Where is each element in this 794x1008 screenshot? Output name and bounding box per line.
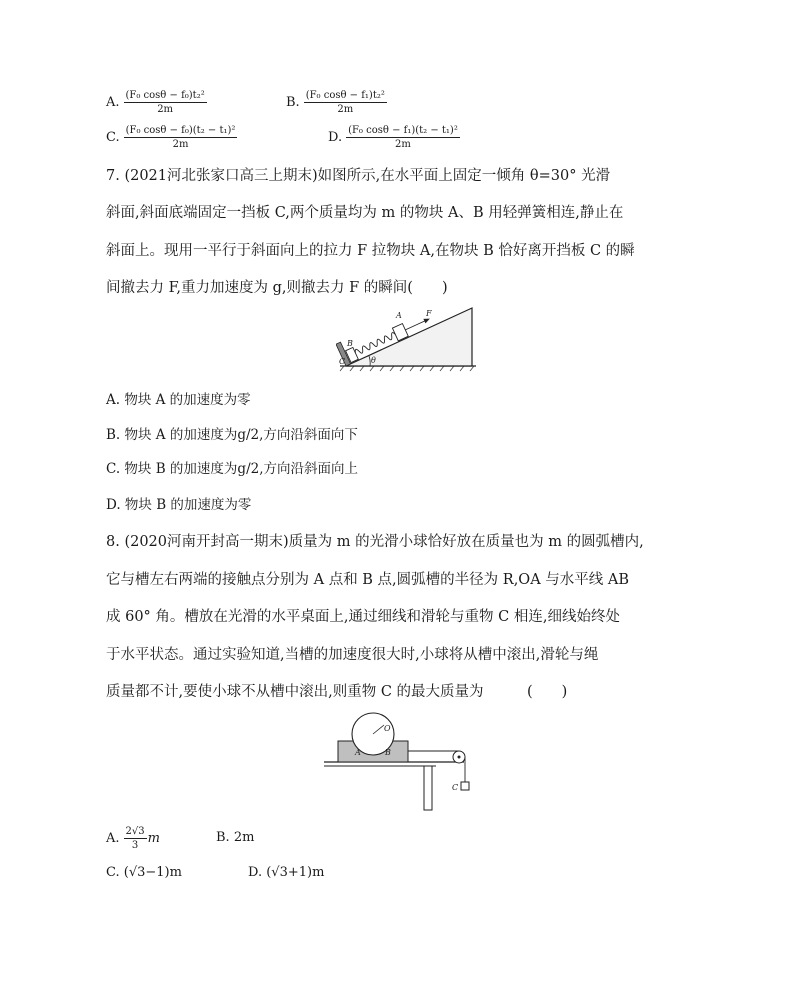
q7-option-a: A. 物块 A 的加速度为零 xyxy=(106,392,251,408)
fraction: $\frac{\text{(F₀ cosθ − f₁)(t₂ − t₁)²}}{2m}$ xyxy=(348,125,458,150)
q8-line-5: 质量都不计,要使小球不从槽中滚出,则重物 C 的最大质量为 ( ) xyxy=(106,684,568,700)
option-c-prev: C. $\frac{\text{(F₀ cosθ − f₀)(t₂ − t₁)²}}{2m}$ xyxy=(106,125,236,150)
incline-slope xyxy=(346,308,472,366)
q7-option-b: B. 物块 A 的加速度为g/2,方向沿斜面向下 xyxy=(106,427,358,443)
q8-option-c: C. (√3−1)m xyxy=(106,865,182,880)
ground-hatch xyxy=(340,366,474,371)
q7-line-4: 间撤去力 F,重力加速度为 g,则撤去力 F 的瞬间( ) xyxy=(106,280,448,296)
q8-option-b: B. 2m xyxy=(216,830,255,845)
weight-c xyxy=(461,782,469,790)
option-a-prev: A. $\frac{\text{(F₀ cosθ − f₀)t₂²}}{2m}$ xyxy=(106,90,205,115)
fraction: $\frac{\text{(F₀ cosθ − f₀)(t₂ − t₁)²}}{2m}$ xyxy=(125,125,236,150)
q8-line-4: 于水平状态。通过实验知道,当槽的加速度很大时,小球将从槽中滚出,滑轮与绳 xyxy=(106,647,599,663)
table-leg xyxy=(424,766,432,810)
q7-option-d: D. 物块 B 的加速度为零 xyxy=(106,497,252,513)
label-a: A xyxy=(355,748,361,757)
theta-label: θ xyxy=(371,356,376,365)
fraction: $\frac{2√3}{3}$ xyxy=(125,826,145,851)
incline-figure xyxy=(336,304,480,374)
q7-line-3: 斜面上。现用一平行于斜面向上的拉力 F 拉物块 A,在物块 B 恰好离开挡板 C 的瞬 xyxy=(106,243,635,259)
q8-line-2: 它与槽左右两端的接触点分别为 A 点和 B 点,圆弧槽的半径为 R,OA 与水平线 AB xyxy=(106,572,630,588)
fraction: $\frac{\text{(F₀ cosθ − f₁)t₂²}}{2m}$ xyxy=(305,90,385,115)
q7-line-2: 斜面,斜面底端固定一挡板 C,两个质量均为 m 的物块 A、B 用轻弹簧相连,静止在 xyxy=(106,205,624,221)
force-arrow xyxy=(405,321,424,330)
label-c: C xyxy=(339,357,346,366)
option-b-prev: B. $\frac{\text{(F₀ cosθ − f₁)t₂²}}{2m}$ xyxy=(286,90,385,115)
q8-line-1: 8. (2020河南开封高一期末)质量为 m 的光滑小球恰好放在质量也为 m 的圆弧槽内, xyxy=(106,534,644,550)
q7-line-1: 7. (2021河北张家口高三上期末)如图所示,在水平面上固定一倾角 θ=30° 光滑 xyxy=(106,168,611,184)
groove-figure xyxy=(318,710,488,814)
label-b: B xyxy=(385,748,391,757)
option-d-prev: D. $\frac{\text{(F₀ cosθ − f₁)(t₂ − t₁)²}}{2m}$ xyxy=(328,125,458,150)
q8-option-a: A. $\frac{2√3}{3}$ m xyxy=(106,826,160,851)
label-a: A xyxy=(396,311,402,320)
label-o: O xyxy=(384,724,391,733)
label-b: B xyxy=(347,339,353,348)
q8-line-3: 成 60° 角。槽放在光滑的水平桌面上,通过细线和滑轮与重物 C 相连,细线始终处 xyxy=(106,609,620,625)
label-f: F xyxy=(426,309,432,318)
fraction: $\frac{\text{(F₀ cosθ − f₀)t₂²}}{2m}$ xyxy=(125,90,205,115)
pulley-axle xyxy=(458,756,461,759)
label-c: C xyxy=(452,783,459,792)
q8-option-d: D. (√3+1)m xyxy=(248,865,325,880)
q7-option-c: C. 物块 B 的加速度为g/2,方向沿斜面向上 xyxy=(106,461,359,477)
